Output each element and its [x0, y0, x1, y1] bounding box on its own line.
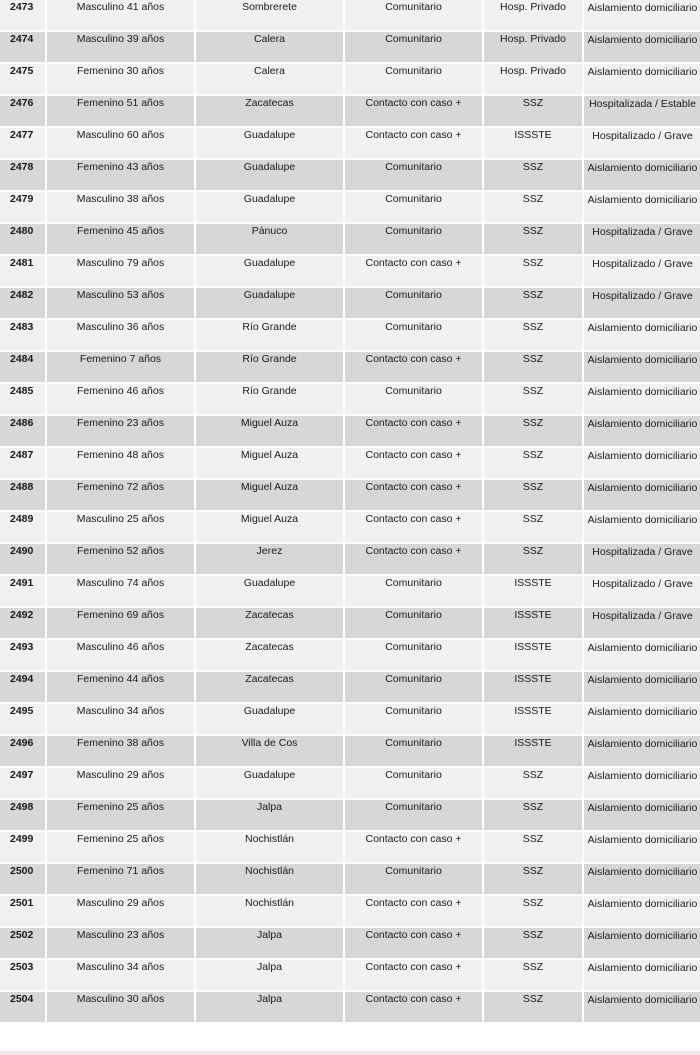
- transmission-type-cell: Comunitario: [345, 704, 482, 734]
- table-row: [0, 864, 700, 894]
- municipality-cell: Miguel Auza: [196, 448, 343, 478]
- table-row: [0, 96, 700, 126]
- sex-age-cell: Masculino 36 años: [47, 320, 194, 350]
- table-row: [0, 576, 700, 606]
- sex-age-cell: Femenino 46 años: [47, 384, 194, 414]
- table-row: [0, 32, 700, 62]
- table-row: [0, 992, 700, 1022]
- municipality-cell: Zacatecas: [196, 608, 343, 638]
- sex-age-cell: Femenino 51 años: [47, 96, 194, 126]
- sex-age-cell: Femenino 45 años: [47, 224, 194, 254]
- sex-age-cell: Femenino 48 años: [47, 448, 194, 478]
- status-cell: Hospitalizada / Grave: [584, 224, 700, 254]
- table-row: [0, 64, 700, 94]
- institution-cell: Hosp. Privado: [484, 0, 582, 30]
- table-row: [0, 544, 700, 574]
- table-row: [0, 160, 700, 190]
- case-id-cell: 2476: [0, 96, 45, 126]
- institution-cell: SSZ: [484, 320, 582, 350]
- institution-cell: ISSSTE: [484, 576, 582, 606]
- institution-cell: ISSSTE: [484, 704, 582, 734]
- transmission-type-cell: Contacto con caso +: [345, 960, 482, 990]
- sex-age-cell: Masculino 23 años: [47, 928, 194, 958]
- status-cell: Hospitalizada / Estable: [584, 96, 700, 126]
- municipality-cell: Miguel Auza: [196, 512, 343, 542]
- institution-cell: SSZ: [484, 416, 582, 446]
- institution-cell: Hosp. Privado: [484, 32, 582, 62]
- sex-age-cell: Masculino 38 años: [47, 192, 194, 222]
- transmission-type-cell: Comunitario: [345, 192, 482, 222]
- sex-age-cell: Femenino 69 años: [47, 608, 194, 638]
- transmission-type-cell: Comunitario: [345, 608, 482, 638]
- status-cell: Aislamiento domiciliario: [584, 512, 700, 542]
- municipality-cell: Río Grande: [196, 384, 343, 414]
- case-id-cell: 2499: [0, 832, 45, 862]
- case-id-cell: 2492: [0, 608, 45, 638]
- transmission-type-cell: Comunitario: [345, 864, 482, 894]
- municipality-cell: Guadalupe: [196, 160, 343, 190]
- case-id-cell: 2473: [0, 0, 45, 30]
- sex-age-cell: Femenino 43 años: [47, 160, 194, 190]
- case-id-cell: 2477: [0, 128, 45, 158]
- case-id-cell: 2474: [0, 32, 45, 62]
- municipality-cell: Calera: [196, 64, 343, 94]
- sex-age-cell: Masculino 46 años: [47, 640, 194, 670]
- status-cell: Aislamiento domiciliario: [584, 352, 700, 382]
- status-cell: Aislamiento domiciliario: [584, 32, 700, 62]
- municipality-cell: Jerez: [196, 544, 343, 574]
- transmission-type-cell: Comunitario: [345, 320, 482, 350]
- transmission-type-cell: Comunitario: [345, 0, 482, 30]
- municipality-cell: Miguel Auza: [196, 416, 343, 446]
- status-cell: Aislamiento domiciliario: [584, 0, 700, 30]
- status-cell: Aislamiento domiciliario: [584, 448, 700, 478]
- table-row: [0, 512, 700, 542]
- status-cell: Aislamiento domiciliario: [584, 896, 700, 926]
- sex-age-cell: Masculino 25 años: [47, 512, 194, 542]
- status-cell: Aislamiento domiciliario: [584, 832, 700, 862]
- municipality-cell: Nochistlán: [196, 864, 343, 894]
- case-id-cell: 2478: [0, 160, 45, 190]
- sex-age-cell: Femenino 52 años: [47, 544, 194, 574]
- institution-cell: SSZ: [484, 448, 582, 478]
- case-id-cell: 2502: [0, 928, 45, 958]
- table-row: [0, 320, 700, 350]
- case-id-cell: 2501: [0, 896, 45, 926]
- table-row: [0, 928, 700, 958]
- institution-cell: SSZ: [484, 384, 582, 414]
- status-cell: Hospitalizada / Grave: [584, 544, 700, 574]
- sex-age-cell: Femenino 72 años: [47, 480, 194, 510]
- table-row: [0, 192, 700, 222]
- transmission-type-cell: Comunitario: [345, 224, 482, 254]
- transmission-type-cell: Contacto con caso +: [345, 928, 482, 958]
- sex-age-cell: Masculino 53 años: [47, 288, 194, 318]
- table-row: [0, 288, 700, 318]
- sex-age-cell: Femenino 38 años: [47, 736, 194, 766]
- transmission-type-cell: Comunitario: [345, 736, 482, 766]
- institution-cell: SSZ: [484, 288, 582, 318]
- municipality-cell: Guadalupe: [196, 288, 343, 318]
- case-id-cell: 2483: [0, 320, 45, 350]
- status-cell: Aislamiento domiciliario: [584, 384, 700, 414]
- institution-cell: SSZ: [484, 928, 582, 958]
- municipality-cell: Miguel Auza: [196, 480, 343, 510]
- table-row: [0, 608, 700, 638]
- case-id-cell: 2491: [0, 576, 45, 606]
- institution-cell: ISSSTE: [484, 736, 582, 766]
- institution-cell: SSZ: [484, 544, 582, 574]
- sex-age-cell: Masculino 30 años: [47, 992, 194, 1022]
- transmission-type-cell: Comunitario: [345, 576, 482, 606]
- case-id-cell: 2485: [0, 384, 45, 414]
- municipality-cell: Sombrerete: [196, 0, 343, 30]
- municipality-cell: Nochistlán: [196, 896, 343, 926]
- municipality-cell: Villa de Cos: [196, 736, 343, 766]
- institution-cell: SSZ: [484, 224, 582, 254]
- case-id-cell: 2493: [0, 640, 45, 670]
- transmission-type-cell: Comunitario: [345, 160, 482, 190]
- table-row: [0, 960, 700, 990]
- status-cell: Aislamiento domiciliario: [584, 320, 700, 350]
- status-cell: Aislamiento domiciliario: [584, 672, 700, 702]
- transmission-type-cell: Contacto con caso +: [345, 416, 482, 446]
- institution-cell: SSZ: [484, 832, 582, 862]
- status-cell: Aislamiento domiciliario: [584, 160, 700, 190]
- table-row: [0, 640, 700, 670]
- sex-age-cell: Masculino 60 años: [47, 128, 194, 158]
- table-row: [0, 768, 700, 798]
- case-id-cell: 2497: [0, 768, 45, 798]
- case-id-cell: 2479: [0, 192, 45, 222]
- transmission-type-cell: Comunitario: [345, 800, 482, 830]
- case-id-cell: 2481: [0, 256, 45, 286]
- transmission-type-cell: Contacto con caso +: [345, 352, 482, 382]
- case-id-cell: 2487: [0, 448, 45, 478]
- table-row: [0, 0, 700, 30]
- case-id-cell: 2475: [0, 64, 45, 94]
- table-row: [0, 800, 700, 830]
- municipality-cell: Zacatecas: [196, 672, 343, 702]
- status-cell: Aislamiento domiciliario: [584, 928, 700, 958]
- case-id-cell: 2504: [0, 992, 45, 1022]
- status-cell: Aislamiento domiciliario: [584, 64, 700, 94]
- institution-cell: SSZ: [484, 896, 582, 926]
- status-cell: Aislamiento domiciliario: [584, 800, 700, 830]
- transmission-type-cell: Contacto con caso +: [345, 544, 482, 574]
- institution-cell: Hosp. Privado: [484, 64, 582, 94]
- table-row: [0, 256, 700, 286]
- case-id-cell: 2498: [0, 800, 45, 830]
- table-row: [0, 416, 700, 446]
- case-id-cell: 2500: [0, 864, 45, 894]
- sex-age-cell: Masculino 41 años: [47, 0, 194, 30]
- status-cell: Hospitalizado / Grave: [584, 576, 700, 606]
- municipality-cell: Guadalupe: [196, 768, 343, 798]
- case-id-cell: 2488: [0, 480, 45, 510]
- municipality-cell: Guadalupe: [196, 192, 343, 222]
- transmission-type-cell: Contacto con caso +: [345, 256, 482, 286]
- institution-cell: SSZ: [484, 512, 582, 542]
- institution-cell: ISSSTE: [484, 640, 582, 670]
- sex-age-cell: Masculino 79 años: [47, 256, 194, 286]
- status-cell: Aislamiento domiciliario: [584, 704, 700, 734]
- institution-cell: SSZ: [484, 160, 582, 190]
- municipality-cell: Zacatecas: [196, 640, 343, 670]
- status-cell: Aislamiento domiciliario: [584, 864, 700, 894]
- status-cell: Aislamiento domiciliario: [584, 992, 700, 1022]
- institution-cell: SSZ: [484, 800, 582, 830]
- municipality-cell: Guadalupe: [196, 576, 343, 606]
- institution-cell: SSZ: [484, 192, 582, 222]
- table-row: [0, 832, 700, 862]
- sex-age-cell: Femenino 30 años: [47, 64, 194, 94]
- institution-cell: SSZ: [484, 992, 582, 1022]
- table-row: [0, 448, 700, 478]
- institution-cell: SSZ: [484, 352, 582, 382]
- table-row: [0, 384, 700, 414]
- transmission-type-cell: Contacto con caso +: [345, 832, 482, 862]
- municipality-cell: Río Grande: [196, 352, 343, 382]
- transmission-type-cell: Comunitario: [345, 64, 482, 94]
- status-cell: Aislamiento domiciliario: [584, 736, 700, 766]
- institution-cell: SSZ: [484, 96, 582, 126]
- municipality-cell: Calera: [196, 32, 343, 62]
- table-row: [0, 704, 700, 734]
- status-cell: Aislamiento domiciliario: [584, 416, 700, 446]
- page-bottom-edge: [0, 1051, 700, 1055]
- municipality-cell: Guadalupe: [196, 704, 343, 734]
- sex-age-cell: Femenino 71 años: [47, 864, 194, 894]
- institution-cell: SSZ: [484, 768, 582, 798]
- institution-cell: ISSSTE: [484, 672, 582, 702]
- table-row: [0, 896, 700, 926]
- sex-age-cell: Masculino 34 años: [47, 960, 194, 990]
- municipality-cell: Guadalupe: [196, 256, 343, 286]
- table-row: [0, 672, 700, 702]
- transmission-type-cell: Contacto con caso +: [345, 480, 482, 510]
- sex-age-cell: Femenino 7 años: [47, 352, 194, 382]
- institution-cell: SSZ: [484, 256, 582, 286]
- sex-age-cell: Masculino 34 años: [47, 704, 194, 734]
- status-cell: Aislamiento domiciliario: [584, 192, 700, 222]
- table-row: [0, 224, 700, 254]
- sex-age-cell: Masculino 39 años: [47, 32, 194, 62]
- status-cell: Hospitalizado / Grave: [584, 256, 700, 286]
- municipality-cell: Pánuco: [196, 224, 343, 254]
- transmission-type-cell: Contacto con caso +: [345, 96, 482, 126]
- sex-age-cell: Masculino 74 años: [47, 576, 194, 606]
- table-row: [0, 480, 700, 510]
- sex-age-cell: Femenino 44 años: [47, 672, 194, 702]
- transmission-type-cell: Contacto con caso +: [345, 128, 482, 158]
- status-cell: Hospitalizado / Grave: [584, 288, 700, 318]
- municipality-cell: Guadalupe: [196, 128, 343, 158]
- status-cell: Aislamiento domiciliario: [584, 480, 700, 510]
- transmission-type-cell: Contacto con caso +: [345, 448, 482, 478]
- transmission-type-cell: Contacto con caso +: [345, 992, 482, 1022]
- case-id-cell: 2486: [0, 416, 45, 446]
- institution-cell: ISSSTE: [484, 608, 582, 638]
- municipality-cell: Jalpa: [196, 800, 343, 830]
- municipality-cell: Jalpa: [196, 992, 343, 1022]
- transmission-type-cell: Comunitario: [345, 768, 482, 798]
- case-id-cell: 2495: [0, 704, 45, 734]
- case-id-cell: 2503: [0, 960, 45, 990]
- municipality-cell: Río Grande: [196, 320, 343, 350]
- transmission-type-cell: Contacto con caso +: [345, 896, 482, 926]
- transmission-type-cell: Comunitario: [345, 640, 482, 670]
- municipality-cell: Zacatecas: [196, 96, 343, 126]
- sex-age-cell: Femenino 25 años: [47, 832, 194, 862]
- sex-age-cell: Femenino 25 años: [47, 800, 194, 830]
- sex-age-cell: Masculino 29 años: [47, 896, 194, 926]
- table-row: [0, 128, 700, 158]
- transmission-type-cell: Comunitario: [345, 32, 482, 62]
- case-id-cell: 2494: [0, 672, 45, 702]
- institution-cell: SSZ: [484, 960, 582, 990]
- case-id-cell: 2489: [0, 512, 45, 542]
- institution-cell: SSZ: [484, 864, 582, 894]
- transmission-type-cell: Comunitario: [345, 288, 482, 318]
- transmission-type-cell: Comunitario: [345, 384, 482, 414]
- case-id-cell: 2484: [0, 352, 45, 382]
- transmission-type-cell: Comunitario: [345, 672, 482, 702]
- status-cell: Aislamiento domiciliario: [584, 960, 700, 990]
- municipality-cell: Jalpa: [196, 960, 343, 990]
- municipality-cell: Jalpa: [196, 928, 343, 958]
- institution-cell: ISSSTE: [484, 128, 582, 158]
- case-id-cell: 2482: [0, 288, 45, 318]
- municipality-cell: Nochistlán: [196, 832, 343, 862]
- transmission-type-cell: Contacto con caso +: [345, 512, 482, 542]
- case-id-cell: 2496: [0, 736, 45, 766]
- table-row: [0, 736, 700, 766]
- case-id-cell: 2480: [0, 224, 45, 254]
- case-id-cell: 2490: [0, 544, 45, 574]
- status-cell: Aislamiento domiciliario: [584, 640, 700, 670]
- status-cell: Aislamiento domiciliario: [584, 768, 700, 798]
- institution-cell: SSZ: [484, 480, 582, 510]
- sex-age-cell: Femenino 23 años: [47, 416, 194, 446]
- table-row: [0, 352, 700, 382]
- status-cell: Hospitalizada / Grave: [584, 608, 700, 638]
- sex-age-cell: Masculino 29 años: [47, 768, 194, 798]
- status-cell: Hospitalizado / Grave: [584, 128, 700, 158]
